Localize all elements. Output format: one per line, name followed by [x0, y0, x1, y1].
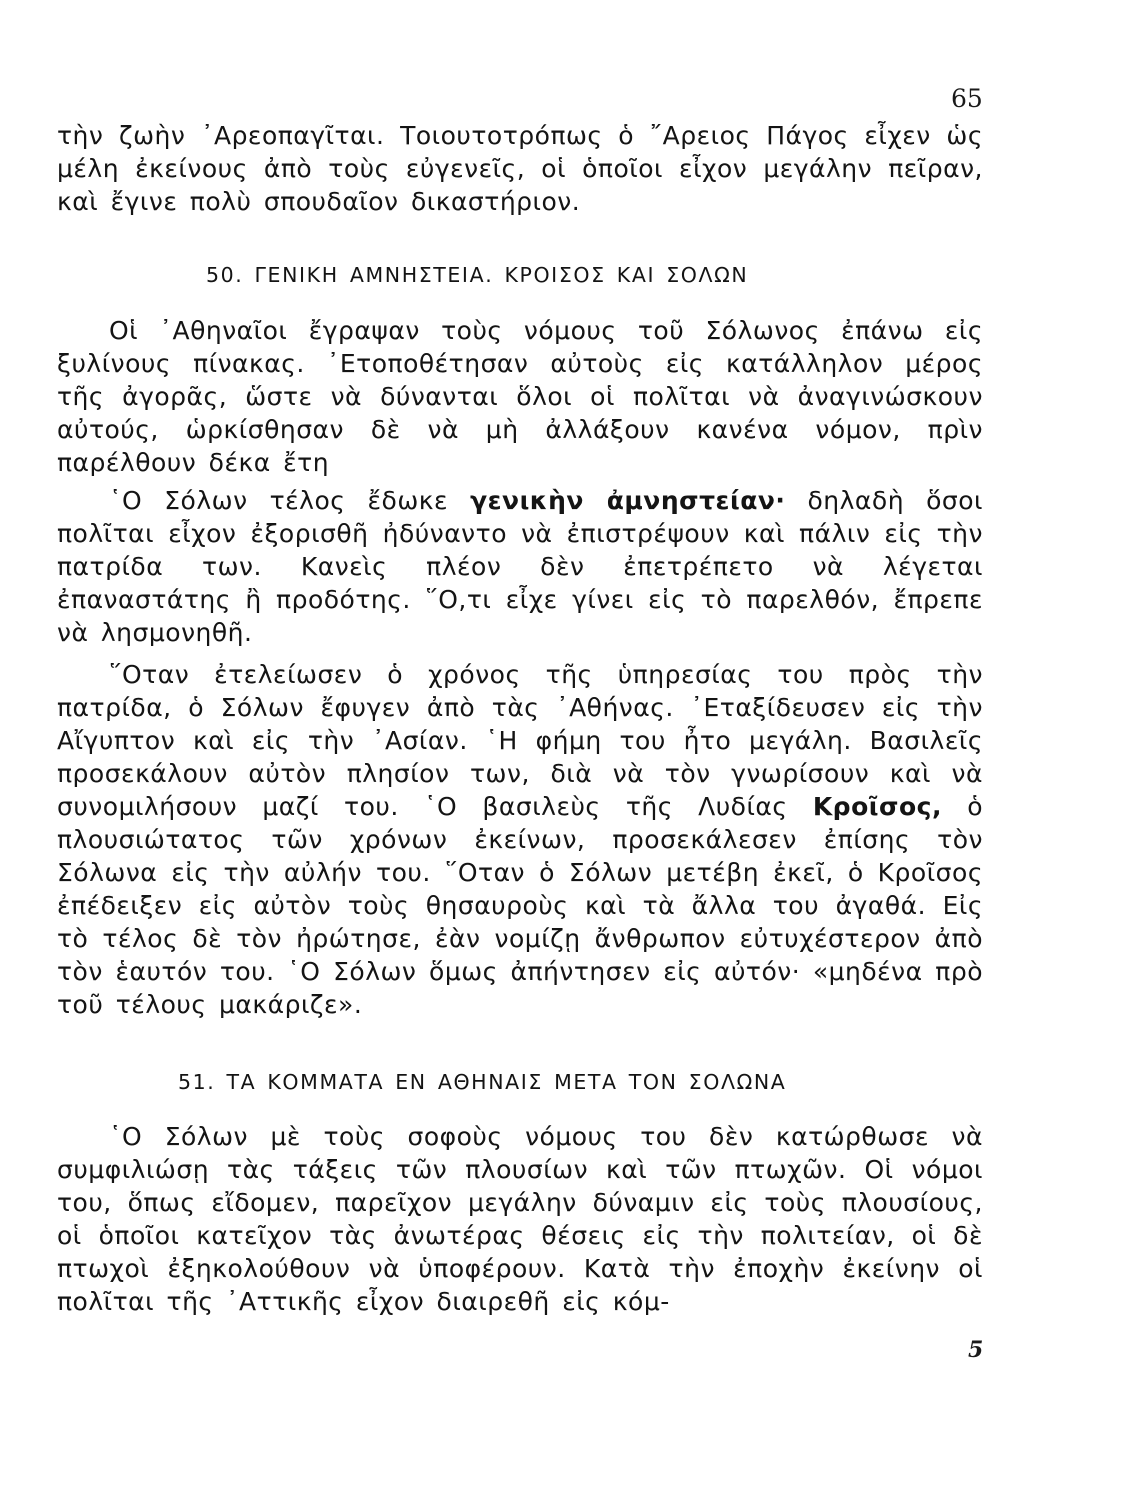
croesus-name: Κροῖσος, [812, 792, 942, 821]
signature-mark: 5 [968, 1337, 984, 1363]
section-50-paragraph-3 [57, 658, 983, 1021]
section-51-paragraph-1: ῾Ο Σόλων μὲ τοὺς σοφοὺς νόμους του δὲν κατώρθωσε νὰ συμφιλιώσῃ τὰς τάξεις τῶν πλουσίων καὶ τῶν πτωχῶν. Οἱ νόμοι του, ὅπως εἴδομεν, παρεῖχον μεγάλην δύναμιν εἰς τοὺς πλουσίους, οἱ ὁποῖοι κατεῖχον τὰς ἀνωτέρας θέσεις εἰς τὴν πολιτείαν, οἱ δὲ πτωχοὶ ἐξηκολούθουν νὰ ὑποφέρουν. Κατὰ τὴν ἐποχὴν ἐκείνην οἱ πολῖται τῆς ᾿Αττικῆς εἶχον διαιρεθῆ εἰς κόμ- [57, 1122, 983, 1316]
paragraph-3-text-start: ῞Οταν ἐτελείωσεν ὁ χρόνος τῆς ὑπηρεσίας του πρὸς τὴν πατρίδα, ὁ Σόλων ἔφυγεν ἀπὸ τὰς ᾿Αθήνας. ᾿Εταξίδευσεν εἰς τὴν Αἴγυπτον καὶ εἰς τὴν ᾿Ασίαν. ῾Η φήμη του ἦτο μεγάλη. Βασιλεῖς προσεκάλουν αὐτὸν πλησίον των, διὰ νὰ τὸν γνωρίσουν καὶ νὰ συνομιλήσουν μαζί του. ῾Ο βασιλεὺς τῆς Λυδίας [57, 660, 983, 821]
section-50-heading: 50. ΓΕΝΙΚΗ ΑΜΝΗΣΤΕΙΑ. ΚΡΟΙΣΟΣ ΚΑΙ ΣΟΛΩΝ [206, 263, 749, 287]
section-51-heading: 51. ΤΑ ΚΟΜΜΑΤΑ ΕΝ ΑΘΗΝΑΙΣ ΜΕΤΑ ΤΟΝ ΣΟΛΩΝΑ [178, 1070, 787, 1094]
section-50-paragraph-1: Οἱ ᾿Αθηναῖοι ἔγραψαν τοὺς νόμους τοῦ Σόλωνος ἐπάνω εἰς ξυλίνους πίνακας. ᾿Ετοποθέτησαν αὐτοὺς εἰς κατάλληλον μέρος τῆς ἀγορᾶς, ὥστε νὰ δύνανται ὅλοι οἱ πολῖται νὰ ἀναγινώσκουν αὐτούς, ὡρκίσθησαν δὲ νὰ μὴ ἀλλάξουν κανένα νόμον, πρὶν παρέλθουν δέκα ἔτη [57, 316, 983, 477]
paragraph-2-text-end: δηλαδὴ ὅσοι πολῖται εἶχον ἐξορισθῆ ἠδύναντο νὰ ἐπιστρέψουν καὶ πάλιν εἰς τὴν πατρίδα των. Κανεὶς πλέον δὲν ἐπετρέπετο νὰ λέγεται ἐπαναστάτης ἢ προδότης. ῞Ο,τι εἶχε γίνει εἰς τὸ παρελθόν, ἔπρεπε νὰ λησμονηθῆ. [57, 486, 984, 647]
paragraph-3-text-end: ὁ πλουσιώτατος τῶν χρόνων ἐκείνων, προσεκάλεσεν ἐπίσης τὸν Σόλωνα εἰς τὴν αὐλήν του. ῞Οταν ὁ Σόλων μετέβη ἐκεῖ, ὁ Κροῖσος ἐπέδειξεν εἰς αὐτὸν τοὺς θησαυροὺς καὶ τὰ ἄλλα του ἀγαθά. Εἰς τὸ τέλος δὲ τὸν ἠρώτησε, ἐὰν νομίζῃ ἄνθρωπον εὐτυχέστερον ἀπὸ τὸν ἑαυτόν του. ῾Ο Σόλων ὅμως ἀπήντησεν εἰς αὐτόν· «μηδένα πρὸ τοῦ τέλους μακάριζε». [57, 792, 983, 1019]
paragraph-2-text-start: ῾Ο Σόλων τέλος ἔδωκε [109, 486, 471, 515]
general-amnesty-term: γενικὴν ἀμνηστείαν· [470, 486, 786, 515]
page-number: 65 [951, 84, 983, 113]
carryover-paragraph: τὴν ζωὴν ᾿Αρεοπαγῖται. Τοιουτοτρόπως ὁ ῎Αρειος Πάγος εἶχεν ὡς μέλη ἐκείνους ἀπὸ τοὺς εὐγενεῖς, οἱ ὁποῖοι εἶχον μεγάλην πεῖραν, καὶ ἔγινε πολὺ σπουδαῖον δικαστήριον. [57, 121, 983, 216]
section-50-paragraph-2 [57, 484, 983, 649]
